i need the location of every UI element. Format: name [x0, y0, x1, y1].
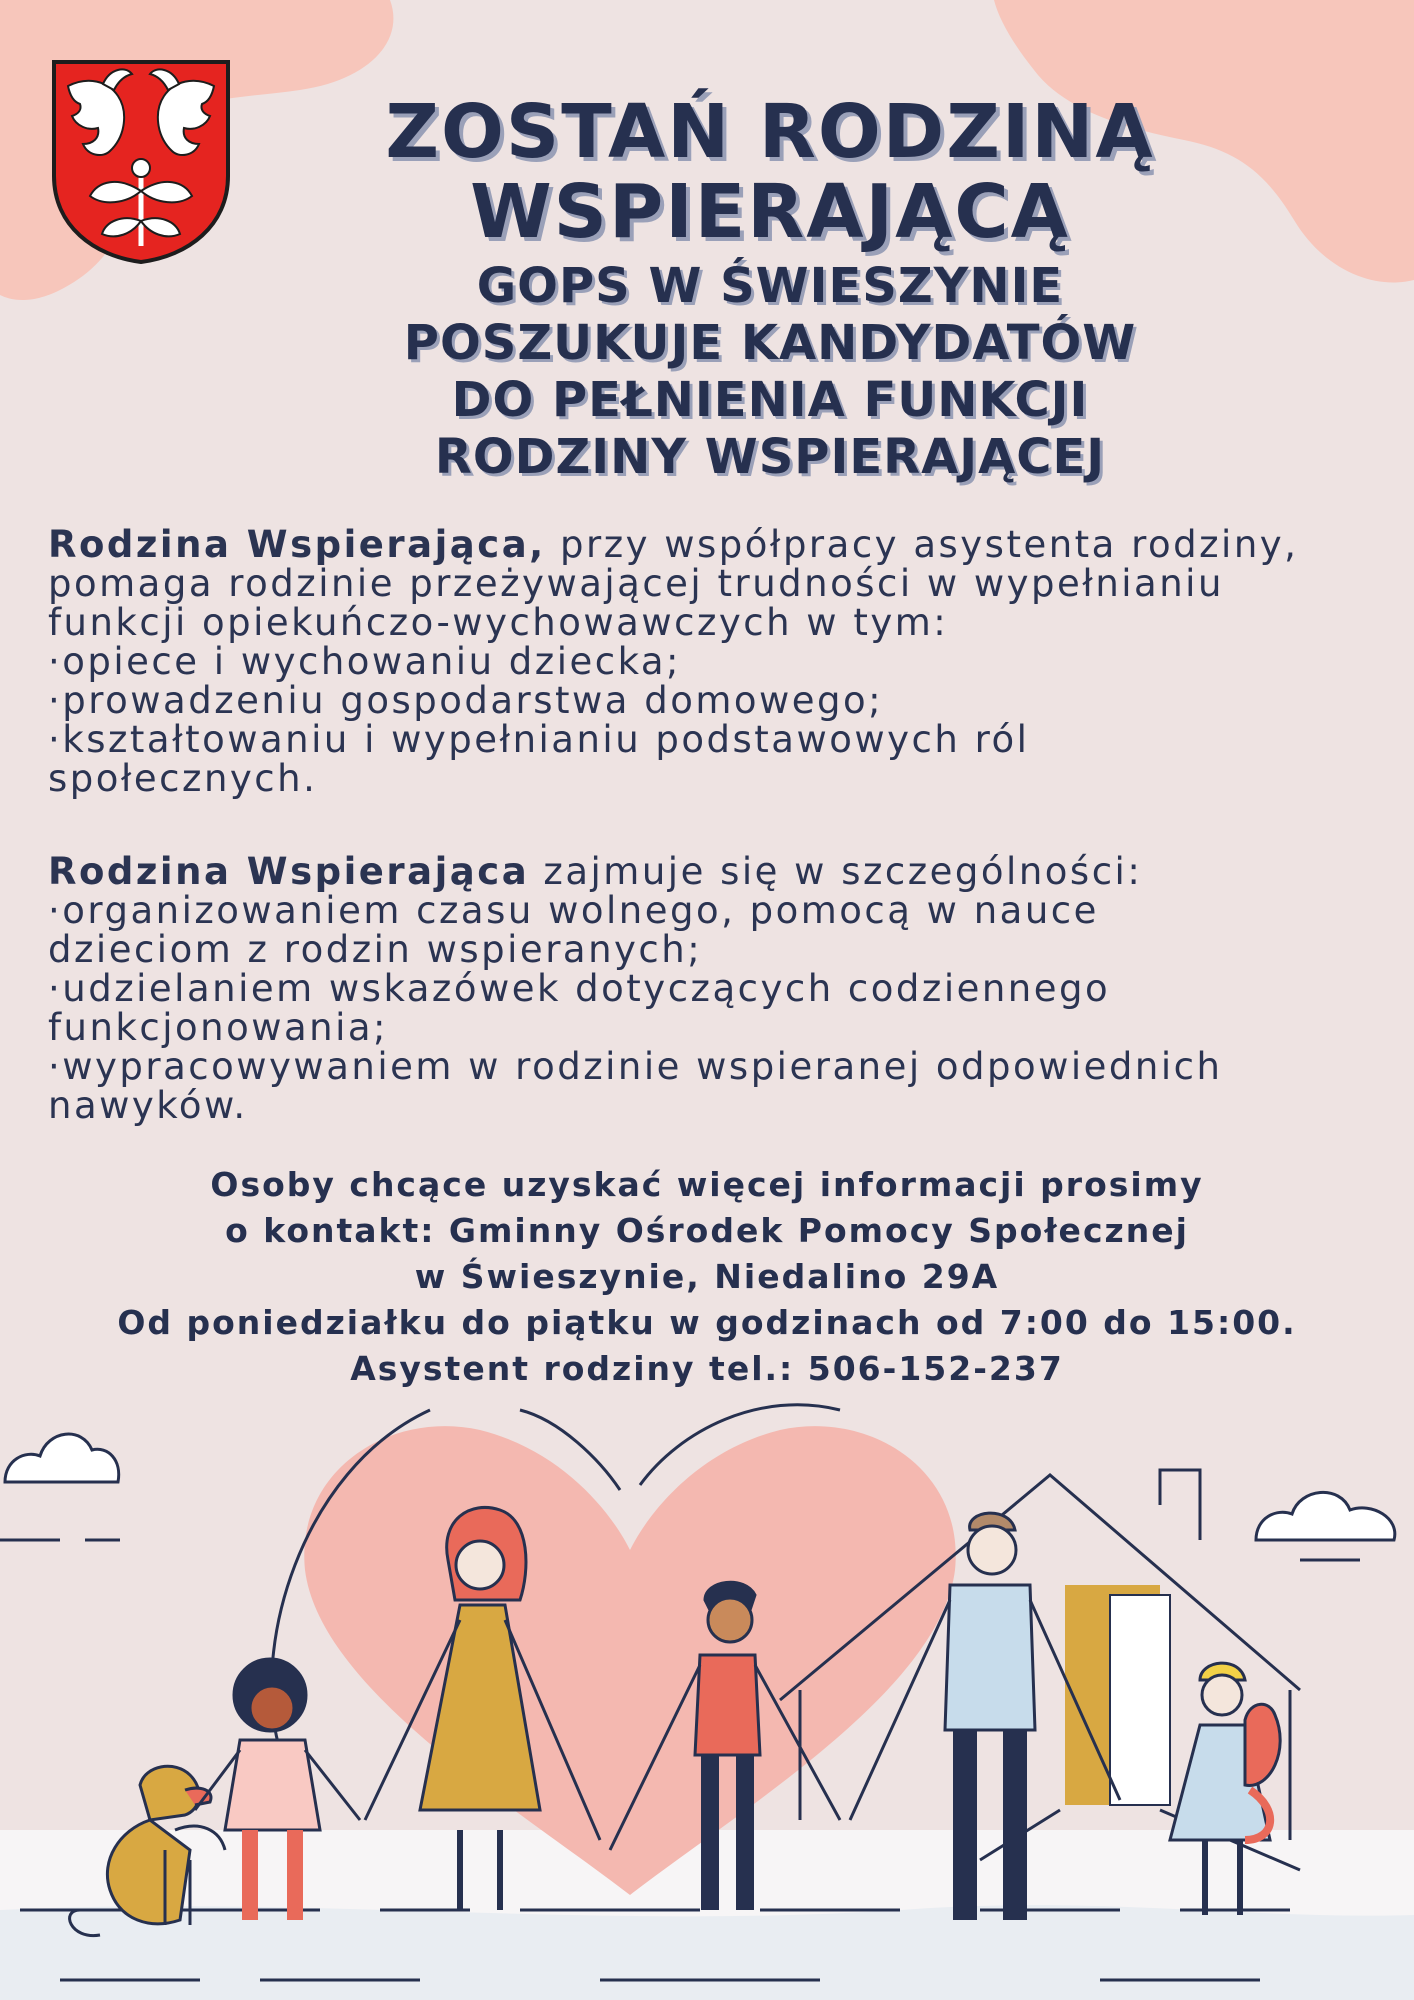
tasks-section — [48, 852, 1388, 1125]
tasks-lead-rest: zajmuje się w szczególności: — [529, 850, 1143, 893]
contact-line: Osoby chcące uzyskać więcej informacji prosimy — [210, 1165, 1204, 1204]
cloud-icon — [5, 1434, 119, 1482]
header — [250, 89, 1290, 486]
tasks-line: dzieciom z rodzin wspieranych; — [48, 928, 703, 971]
contact-phone: Asystent rodziny tel.: 506-152-237 — [350, 1349, 1064, 1388]
cloud-icon — [1256, 1492, 1395, 1540]
contact-line: o kontakt: Gminny Ośrodek Pomocy Społecznej — [225, 1211, 1189, 1250]
description-lead: Rodzina Wspierająca, — [48, 523, 546, 566]
tasks-line: nawyków. — [48, 1084, 248, 1127]
contact-info — [40, 1162, 1374, 1392]
tasks-line — [48, 852, 1388, 891]
family-illustration — [0, 1390, 1414, 2000]
tasks-lead: Rodzina Wspierająca — [48, 850, 530, 893]
tasks-line: ·wypracowywaniem w rodzinie wspieranej odpowiednich — [48, 1045, 1223, 1088]
heart-icon — [304, 1426, 955, 1895]
tasks-line: ·udzielaniem wskazówek dotyczących codziennego — [48, 967, 1111, 1010]
coat-of-arms-icon — [48, 56, 234, 266]
description-line: ·kształtowaniu i wypełnianiu podstawowych ról — [48, 718, 1030, 761]
page-title-line2: WSPIERAJĄCĄ — [470, 169, 1070, 255]
subtitle-line2: POSZUKUJE KANDYDATÓW — [403, 315, 1137, 371]
description-line: pomaga rodzinie przeżywającej trudności w wypełnianiu — [48, 562, 1224, 605]
description-line — [48, 525, 1388, 564]
description-section — [48, 525, 1388, 798]
description-line: ·opiece i wychowaniu dziecka; — [48, 640, 682, 683]
contact-hours: Od poniedziałku do piątku w godzinach od 7:00 do 15:00. — [117, 1303, 1297, 1342]
tasks-line: funkcjonowania; — [48, 1006, 389, 1049]
page-title-line1: ZOSTAŃ RODZINĄ — [385, 89, 1155, 175]
subtitle-line4: RODZINY WSPIERAJĄCEJ — [434, 429, 1106, 485]
description-line: społecznych. — [48, 757, 318, 800]
description-lead-rest: przy współpracy asystenta rodziny, — [545, 523, 1299, 566]
subtitle-line1: GOPS W ŚWIESZYNIE — [476, 258, 1064, 314]
subtitle-line3: DO PEŁNIENIA FUNKCJI — [451, 372, 1089, 428]
tasks-line: ·organizowaniem czasu wolnego, pomocą w nauce — [48, 889, 1099, 932]
description-line: funkcji opiekuńczo-wychowawczych w tym: — [48, 601, 949, 644]
description-line: ·prowadzeniu gospodarstwa domowego; — [48, 679, 884, 722]
contact-address: w Świeszynie, Niedalino 29A — [414, 1257, 1000, 1296]
